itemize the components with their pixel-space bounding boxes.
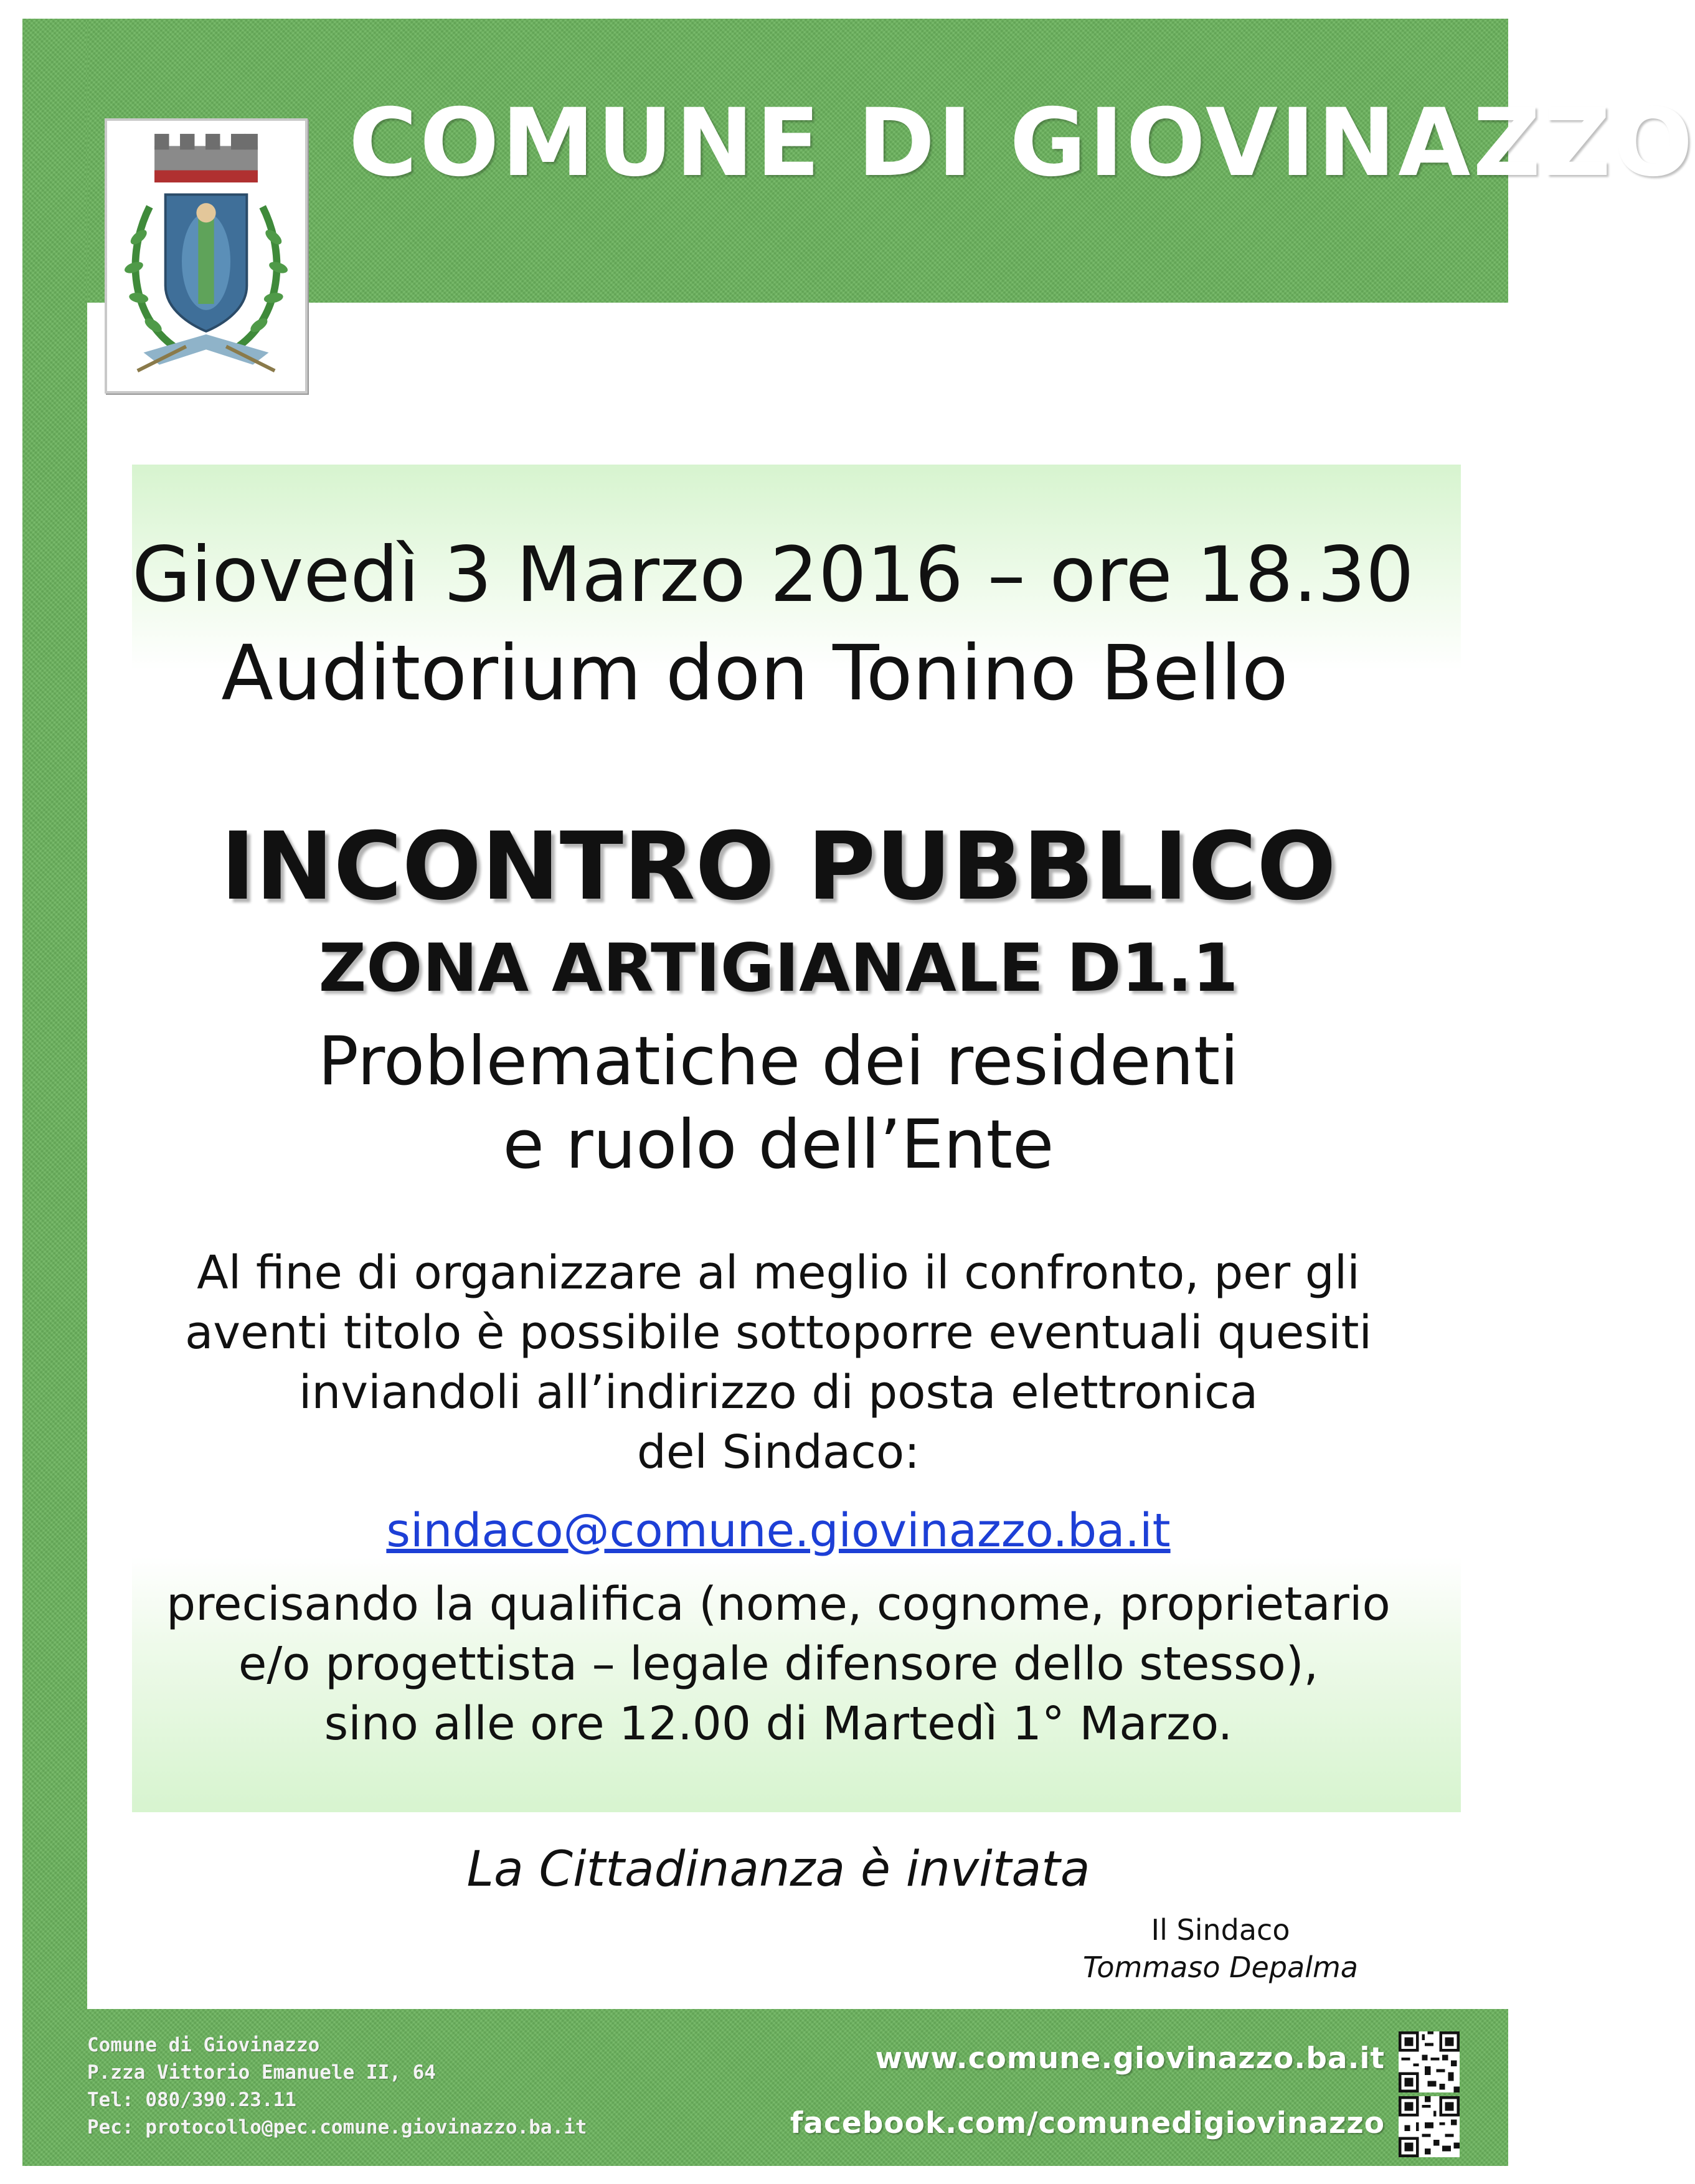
footer-facebook-link[interactable]: facebook.com/comunedigiovinazzo [790, 2106, 1385, 2140]
body-text-line: sino alle ore 12.00 di Martedì 1° Marzo. [324, 1697, 1233, 1751]
footer-address: P.zza Vittorio Emanuele II, 64 [87, 2061, 436, 2084]
footer-pec[interactable]: Pec: protocollo@pec.comune.giovinazzo.ba.it [87, 2116, 587, 2139]
body-text-line: precisando la qualifica (nome, cognome, proprietario [166, 1577, 1390, 1631]
footer-website-link[interactable]: www.comune.giovinazzo.ba.it [875, 2041, 1385, 2076]
event-date-time: Giovedì 3 Marzo 2016 – ore 18.30 [132, 531, 1414, 619]
body-text-line: Al fine di organizzare al meglio il confronto, per gli [197, 1246, 1360, 1300]
qr-code-icon[interactable] [1399, 2031, 1460, 2092]
mayor-role: Il Sindaco [1151, 1913, 1290, 1947]
zone-title: ZONA ARTIGIANALE D1.1 [318, 930, 1239, 1006]
body-text-line: del Sindaco: [636, 1425, 920, 1479]
footer-phone: Tel: 080/390.23.11 [87, 2089, 296, 2111]
meeting-title: INCONTRO PUBBLICO [220, 813, 1336, 921]
footer-org-name: Comune di Giovinazzo [87, 2034, 320, 2056]
subtitle-line-1: Problematiche dei residenti [318, 1023, 1239, 1100]
mayor-name: Tommaso Depalma [1083, 1950, 1358, 1984]
mayor-email-link[interactable]: sindaco@comune.giovinazzo.ba.it [386, 1504, 1171, 1558]
event-venue: Auditorium don Tonino Bello [221, 629, 1288, 717]
town-title: COMUNE DI GIOVINAZZO [349, 89, 1695, 197]
coat-of-arms-icon [105, 118, 308, 394]
body-text-line: aventi titolo è possibile sottoporre eventuali quesiti [184, 1306, 1372, 1359]
body-text-line: inviandoli all’indirizzo di posta elettronica [298, 1366, 1258, 1419]
invitation-text: La Cittadinanza è invitata [466, 1841, 1090, 1898]
subtitle-line-2: e ruolo dell’Ente [503, 1106, 1054, 1184]
body-text-line: e/o progettista – legale difensore dello stesso), [238, 1637, 1319, 1691]
qr-code-icon[interactable] [1399, 2096, 1460, 2157]
